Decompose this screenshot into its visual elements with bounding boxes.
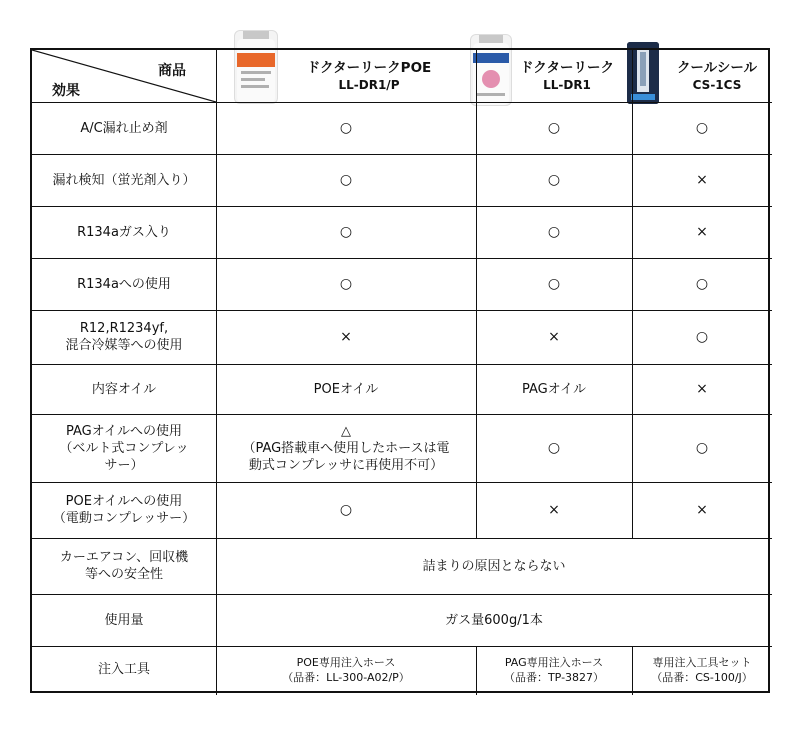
row-value: × [340,328,352,345]
row-label: R134aへの使用 [77,276,171,292]
row-label-line: POEオイルへの使用 [65,494,183,509]
row-label: 使用量 [104,612,144,628]
row-label [32,414,216,482]
row-value: ○ [695,275,709,292]
row-label: 注入工具 [97,662,150,677]
row-value: × [696,380,708,397]
row-label-line: （電動コンプレッサー） [52,511,196,526]
product-code-drleak: LL-DR1 [543,77,591,92]
header-product-label: 商品 [158,63,186,79]
row-value: ○ [339,223,353,240]
row-value-line: （PAG搭載車へ使用したホースは電 [242,440,450,456]
row-value: ○ [339,275,353,292]
tool-part-number: （品番：LL-300-A02/P） [282,670,410,684]
row-label: 漏れ検知（蛍光剤入り） [52,172,196,188]
row-label [32,310,216,364]
row-value: POEオイル [313,381,379,397]
row-value-line: 動式コンプレッサに再使用不可） [248,457,444,473]
tool-part-number: （品番：CS-100/J） [651,670,753,684]
row-value: PAGオイル [521,381,587,397]
header-product-poe [262,50,476,102]
tool-part-number: （品番：TP-3827） [503,670,605,684]
product-code-poe: LL-DR1/P [338,77,400,92]
row-value: × [696,171,708,188]
row-label-line: サー） [104,457,144,473]
row-value: ○ [339,171,353,188]
row-value: ○ [695,119,709,136]
tool-name: 専用注入工具セット [652,655,752,669]
row-value: ○ [547,223,561,240]
row-label-line: （ベルト式コンプレッ [59,440,189,456]
row-label [32,538,216,594]
tool-name: PAG専用注入ホース [504,655,604,669]
row-value: × [696,223,708,240]
header-effect-label: 効果 [52,83,80,99]
row-value: ○ [695,328,709,345]
row-label-line: 等への安全性 [84,567,163,582]
row-value: × [696,501,708,518]
tool-cell-coolseal [632,646,772,693]
row-label: R134aガス入り [77,224,171,240]
header-product-drleak [502,50,632,102]
row-label: A/C漏れ止め剤 [80,120,168,136]
row-value: ○ [695,439,709,456]
row-value: ○ [547,119,561,136]
tool-cell-poe [216,646,476,693]
row-label-line: PAGオイルへの使用 [65,423,183,439]
product-name-coolseal: クールシール [676,59,758,76]
row-value: × [548,328,560,345]
tool-name: POE専用注入ホース [296,655,396,669]
product-name-drleak: ドクターリーク [520,59,614,76]
row-value: ○ [547,275,561,292]
row-value-note [216,414,476,482]
row-label [32,482,216,538]
comparison-table [30,48,770,693]
row-label-line: 混合冷媒等への使用 [65,338,183,353]
row-value: × [548,501,560,518]
row-label-line: R12,R1234yf, [79,321,169,336]
row-value-line: △ [341,423,351,439]
product-name-poe: ドクターリークPOE [306,59,432,76]
row-value: ○ [547,171,561,188]
product-code-coolseal: CS-1CS [692,77,742,92]
tool-cell-pag [476,646,632,693]
row-value: ○ [547,439,561,456]
row-label-line: カーエアコン、回収機 [59,550,189,565]
row-value: ○ [339,501,353,518]
header-product-coolseal [662,50,772,102]
row-merged-value: 詰まりの原因とならない [422,558,566,574]
row-merged-value: ガス量600g/1本 [445,612,543,628]
row-value: ○ [339,119,353,136]
row-label: 内容オイル [91,381,157,397]
